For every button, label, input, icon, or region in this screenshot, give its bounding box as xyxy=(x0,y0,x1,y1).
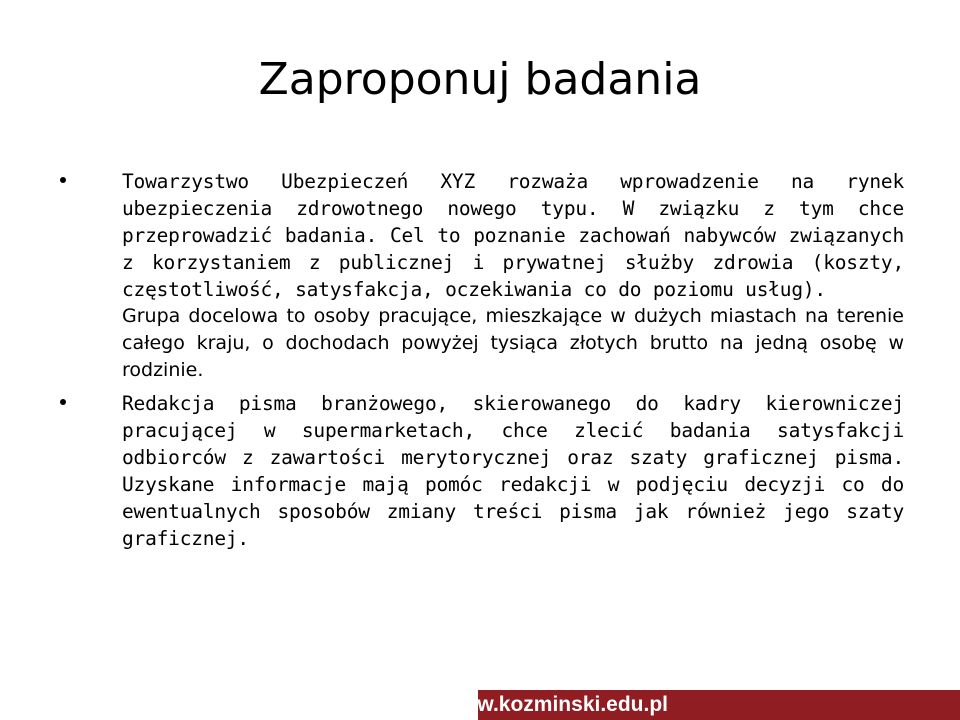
footer-band xyxy=(444,690,960,720)
bullet-item-1 xyxy=(54,168,904,384)
bullet-dot-icon xyxy=(60,399,66,405)
slide-title: Zaproponuj badania xyxy=(258,54,702,105)
bullet-1-text-part-1: Towarzystwo Ubezpieczeń XYZ rozważa wprowadzenie na rynek ubezpieczenia zdrowotnego nowego typu. W związku z tym chce przeprowadzić badania. Cel to poznanie zachowań nabywców związanych z korzystaniem z publicznej i prywatnej służby zdrowia (koszty, częstotliwość, satysfakcja, oczekiwania co do poziomu usług). xyxy=(122,170,904,301)
bullet-1-text-part-2: Grupa docelowa to osoby pracujące, mieszkające w dużych miastach na terenie całego kraju, o dochodach powyżej tysiąca złotych brutto na jedną osobę w rodzinie. xyxy=(122,305,904,381)
bullet-item-2 xyxy=(54,390,904,552)
bullet-2-text: Redakcja pisma branżowego, skierowanego do kadry kierowniczej pracującej w supermarketach, chce zlecić badania satysfakcji odbiorców z zawartości merytorycznej oraz szaty graficznej pisma. Uzyskane informacje mają pomóc redakcji w podjęciu decyzji co do ewentualnych sposobów zmiany treści pisma jak również jego szaty graficznej. xyxy=(122,392,904,550)
footer-url: www.kozminski.edu.pl xyxy=(444,693,668,716)
bullet-dot-icon xyxy=(60,177,66,183)
bullet-list xyxy=(54,168,904,552)
